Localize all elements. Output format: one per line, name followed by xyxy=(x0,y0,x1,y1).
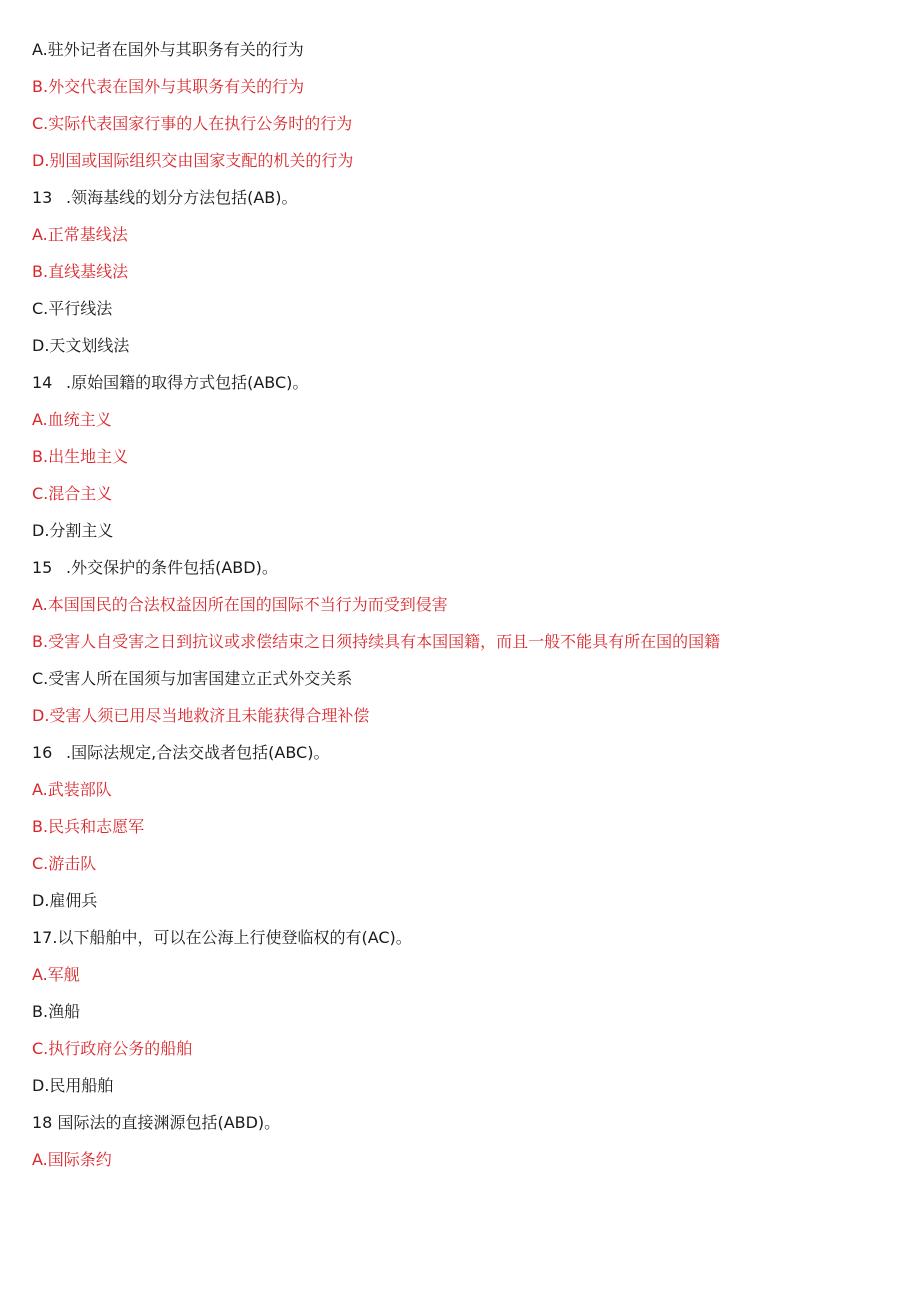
answer-option-correct xyxy=(32,75,892,112)
question-number: 14 xyxy=(32,373,53,392)
answer-option-correct xyxy=(32,408,892,445)
line-text: D.受害人须已用尽当地救济且未能获得合理补偿 xyxy=(32,706,370,725)
line-text: B.受害人自受害之日到抗议或求偿结束之日须持续具有本国国籍，而且一般不能具有所在国的国籍 xyxy=(32,632,721,651)
line-text: B.外交代表在国外与其职务有关的行为 xyxy=(32,77,305,96)
line-text: D.分割主义 xyxy=(32,521,114,540)
line-text: D.天文划线法 xyxy=(32,336,130,355)
question-number: 15 xyxy=(32,558,53,577)
line-text: B.直线基线法 xyxy=(32,262,129,281)
line-text: .外交保护的条件包括(ABD)。 xyxy=(66,558,278,577)
line-text: A.血统主义 xyxy=(32,410,112,429)
line-text: .原始国籍的取得方式包括(ABC)。 xyxy=(66,373,309,392)
question-stem xyxy=(32,741,892,778)
answer-option-correct xyxy=(32,1037,892,1074)
line-text: D.别国或国际组织交由国家支配的机关的行为 xyxy=(32,151,354,170)
question-list xyxy=(32,38,892,1185)
answer-option xyxy=(32,667,892,704)
line-text: D.民用船舶 xyxy=(32,1076,114,1095)
line-text: A.国际条约 xyxy=(32,1150,112,1169)
line-text: A.武装部队 xyxy=(32,780,112,799)
line-text: C.执行政府公务的船舶 xyxy=(32,1039,193,1058)
line-text: B.民兵和志愿军 xyxy=(32,817,145,836)
line-text: .国际法规定,合法交战者包括(ABC)。 xyxy=(66,743,330,762)
line-text: B.渔船 xyxy=(32,1002,81,1021)
answer-option-correct xyxy=(32,815,892,852)
answer-option-correct xyxy=(32,852,892,889)
answer-option-correct xyxy=(32,112,892,149)
line-text: D.雇佣兵 xyxy=(32,891,98,910)
document-page xyxy=(32,38,892,1185)
answer-option-correct xyxy=(32,778,892,815)
answer-option xyxy=(32,889,892,926)
answer-option xyxy=(32,334,892,371)
question-stem xyxy=(32,186,892,223)
line-text: C.平行线法 xyxy=(32,299,113,318)
line-text: A.驻外记者在国外与其职务有关的行为 xyxy=(32,40,304,59)
answer-option xyxy=(32,38,892,75)
line-text: 18 国际法的直接渊源包括(ABD)。 xyxy=(32,1113,281,1132)
answer-option-correct xyxy=(32,149,892,186)
answer-option xyxy=(32,519,892,556)
question-stem xyxy=(32,556,892,593)
line-text: A.正常基线法 xyxy=(32,225,128,244)
answer-option xyxy=(32,1000,892,1037)
line-text: .领海基线的划分方法包括(AB)。 xyxy=(66,188,298,207)
answer-option-correct xyxy=(32,445,892,482)
line-text: C.实际代表国家行事的人在执行公务时的行为 xyxy=(32,114,353,133)
question-stem xyxy=(32,371,892,408)
answer-option-correct xyxy=(32,593,892,630)
line-text: C.混合主义 xyxy=(32,484,113,503)
line-text: C.游击队 xyxy=(32,854,97,873)
answer-option-correct xyxy=(32,704,892,741)
answer-option-correct xyxy=(32,630,892,667)
answer-option-correct xyxy=(32,963,892,1000)
line-text: C.受害人所在国须与加害国建立正式外交关系 xyxy=(32,669,353,688)
line-text: 17.以下船舶中，可以在公海上行使登临权的有(AC)。 xyxy=(32,928,412,947)
answer-option xyxy=(32,1074,892,1111)
answer-option-correct xyxy=(32,223,892,260)
question-stem xyxy=(32,1111,892,1148)
line-text: B.出生地主义 xyxy=(32,447,129,466)
answer-option xyxy=(32,297,892,334)
answer-option-correct xyxy=(32,260,892,297)
line-text: A.军舰 xyxy=(32,965,80,984)
question-stem xyxy=(32,926,892,963)
line-text: A.本国国民的合法权益因所在国的国际不当行为而受到侵害 xyxy=(32,595,448,614)
question-number: 16 xyxy=(32,743,53,762)
question-number: 13 xyxy=(32,188,53,207)
answer-option-correct xyxy=(32,1148,892,1185)
answer-option-correct xyxy=(32,482,892,519)
